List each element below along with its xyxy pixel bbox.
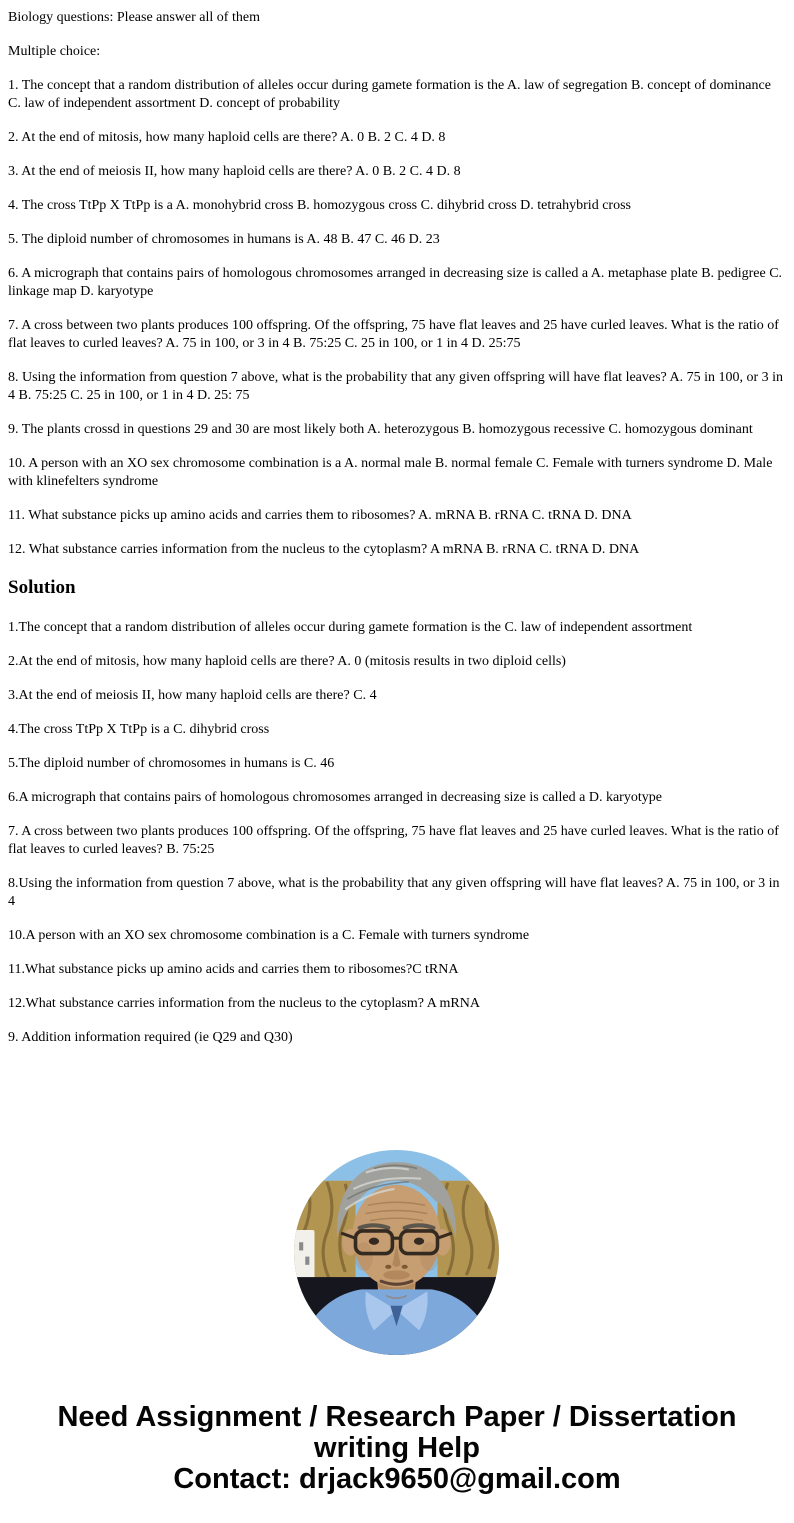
footer-contact-text: Contact: drjack9650@gmail.com (173, 1463, 621, 1495)
question-item: 9. The plants crossd in questions 29 and 30 are most likely both A. heterozygous B. homozygous recessive C. homozygous dominant (8, 422, 753, 437)
question-item: 8. Using the information from question 7 above, what is the probability that any given offspring will have flat leaves? A. 75 in 100, or 3 in 4 B. 75:25 C. 25 in 100, or 1 in 4 D. 25: 75 (8, 370, 784, 403)
tutor-portrait-illustration (294, 1150, 499, 1355)
footer-help-text: Need Assignment / Research Paper / Dissertation writing Help (57, 1401, 737, 1464)
solution-item: 1.The concept that a random distribution of alleles occur during gamete formation is the C. law of independent assortment (8, 620, 693, 635)
page-title: Biology questions: Please answer all of them (8, 10, 260, 25)
question-item: 4. The cross TtPp X TtPp is a A. monohybrid cross B. homozygous cross C. dihybrid cross D. tetrahybrid cross (8, 198, 631, 213)
question-item: 6. A micrograph that contains pairs of homologous chromosomes arranged in decreasing size is called a A. metaphase plate B. pedigree C. linkage map D. karyotype (8, 266, 783, 299)
question-item: 12. What substance carries information from the nucleus to the cytoplasm? A mRNA B. rRNA C. tRNA D. DNA (8, 542, 640, 557)
section-label: Multiple choice: (8, 44, 101, 59)
question-item: 5. The diploid number of chromosomes in humans is A. 48 B. 47 C. 46 D. 23 (8, 232, 440, 247)
question-item: 7. A cross between two plants produces 100 offspring. Of the offspring, 75 have flat leaves and 25 have curled leaves. What is the ratio of flat leaves to curled leaves? A. 75 in 100, or 3 in 4 B. 75:25 C. 25 in 100, or 1 in 4 D. 25:75 (8, 318, 779, 351)
solution-item: 8.Using the information from question 7 above, what is the probability that any given offspring will have flat leaves? A. 75 in 100, or 3 in 4 (8, 876, 780, 909)
solution-item: 7. A cross between two plants produces 100 offspring. Of the offspring, 75 have flat leaves and 25 have curled leaves. What is the ratio of flat leaves to curled leaves? B. 75:25 (8, 824, 779, 857)
solution-item: 3.At the end of meiosis II, how many haploid cells are there? C. 4 (8, 688, 377, 703)
solution-item: 12.What substance carries information from the nucleus to the cytoplasm? A mRNA (8, 996, 480, 1011)
footer-banner (0, 1402, 794, 1495)
tutor-photo (294, 1150, 499, 1355)
solution-item: 5.The diploid number of chromosomes in humans is C. 46 (8, 756, 335, 771)
question-item: 1. The concept that a random distribution of alleles occur during gamete formation is the A. law of segregation B. concept of dominance C. law of independent assortment D. concept of probability (8, 78, 771, 111)
question-item: 10. A person with an XO sex chromosome combination is a A. normal male B. normal female C. Female with turners syndrome D. Male with klinefelters syndrome (8, 456, 773, 489)
solution-item: 4.The cross TtPp X TtPp is a C. dihybrid cross (8, 722, 270, 737)
solution-item: 10.A person with an XO sex chromosome combination is a C. Female with turners syndrome (8, 928, 530, 943)
question-item: 2. At the end of mitosis, how many haploid cells are there? A. 0 B. 2 C. 4 D. 8 (8, 130, 446, 145)
question-item: 11. What substance picks up amino acids and carries them to ribosomes? A. mRNA B. rRNA C. tRNA D. DNA (8, 508, 632, 523)
question-item: 3. At the end of meiosis II, how many haploid cells are there? A. 0 B. 2 C. 4 D. 8 (8, 164, 461, 179)
solution-item: 11.What substance picks up amino acids and carries them to ribosomes?C tRNA (8, 962, 459, 977)
solution-heading: Solution (8, 577, 76, 598)
solution-item: 2.At the end of mitosis, how many haploid cells are there? A. 0 (mitosis results in two diploid cells) (8, 654, 566, 669)
solution-item: 6.A micrograph that contains pairs of homologous chromosomes arranged in decreasing size is called a D. karyotype (8, 790, 662, 805)
solution-item: 9. Addition information required (ie Q29 and Q30) (8, 1030, 293, 1045)
